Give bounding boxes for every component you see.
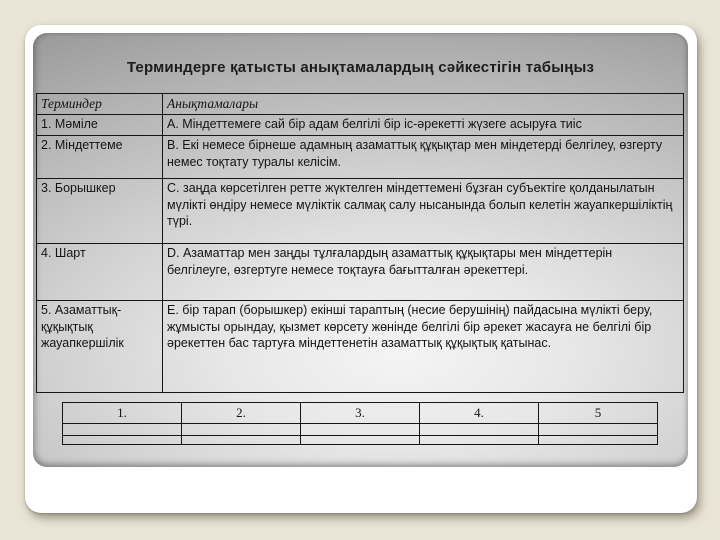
term-cell: 5. Азаматтық-құқықтық жауапкершілік <box>37 301 163 393</box>
answer-number-row <box>63 403 658 424</box>
table-row <box>37 179 684 244</box>
answer-grid <box>62 402 658 445</box>
answer-empty-cell <box>182 436 301 445</box>
answer-empty-cell <box>63 436 182 445</box>
table-row <box>37 301 684 393</box>
answer-number-cell: 4. <box>420 403 539 424</box>
term-cell: 2. Міндеттеме <box>37 136 163 179</box>
definition-cell: А. Міндеттемеге сай бір адам белгілі бір іс-әрекетті жүзеге асыруға тиіс <box>163 115 684 136</box>
answer-number-cell: 3. <box>301 403 420 424</box>
answer-empty-cell <box>420 436 539 445</box>
answer-number-cell: 5 <box>539 403 658 424</box>
answer-empty-cell <box>539 424 658 436</box>
term-cell: 3. Борышкер <box>37 179 163 244</box>
header-definition-column: Анықтамалары <box>163 94 684 115</box>
answer-empty-cell <box>420 424 539 436</box>
answer-number-cell: 1. <box>63 403 182 424</box>
term-cell: 4. Шарт <box>37 244 163 301</box>
answer-empty-cell <box>182 424 301 436</box>
answer-empty-cell <box>539 436 658 445</box>
answer-empty-cell <box>301 424 420 436</box>
definition-cell: С. заңда көрсетілген ретте жүктелген міндеттемені бұзған субъектіге қолданылатын мүлікті өндіру немесе мүліктік салмақ салу нысанында болып келетін жауапкершіліктің түрі. <box>163 179 684 244</box>
answer-empty-row <box>63 424 658 436</box>
presentation-slide <box>25 25 697 513</box>
table-row <box>37 136 684 179</box>
definition-cell: В. Екі немесе бірнеше адамның азаматтық құқықтар мен міндетерді белгілеу, өзгерту немес тоқтату туралы келісім. <box>163 136 684 179</box>
answer-empty-cell <box>63 424 182 436</box>
term-cell: 1. Мәміле <box>37 115 163 136</box>
definition-cell: Е. бір тарап (борышкер) екінші тараптың (несие берушінің) пайдасына мүлікті беру, жұмысты орындау, қызмет көрсету жөнінде белгілі бір әрекет жасауға не белгілі бір әрекеттен бас тартуға міндеттенетін азаматтық құқықтық қатынас. <box>163 301 684 393</box>
table-row <box>37 115 684 136</box>
header-term-column: Терминдер <box>37 94 163 115</box>
table-header-row <box>37 94 684 115</box>
answer-empty-row <box>63 436 658 445</box>
terms-definitions-table <box>36 93 684 393</box>
content-panel <box>33 33 688 467</box>
answer-empty-cell <box>301 436 420 445</box>
slide-title: Терминдерге қатысты анықтамалардың сәйкестігін табыңыз <box>126 59 595 76</box>
answer-number-cell: 2. <box>182 403 301 424</box>
definition-cell: D. Азаматтар мен заңды тұлғалардың азаматтық құқықтары мен міндеттерін белгілеуге, өзгертуге немесе тоқтауға бағытталған әрекеттері. <box>163 244 684 301</box>
table-row <box>37 244 684 301</box>
